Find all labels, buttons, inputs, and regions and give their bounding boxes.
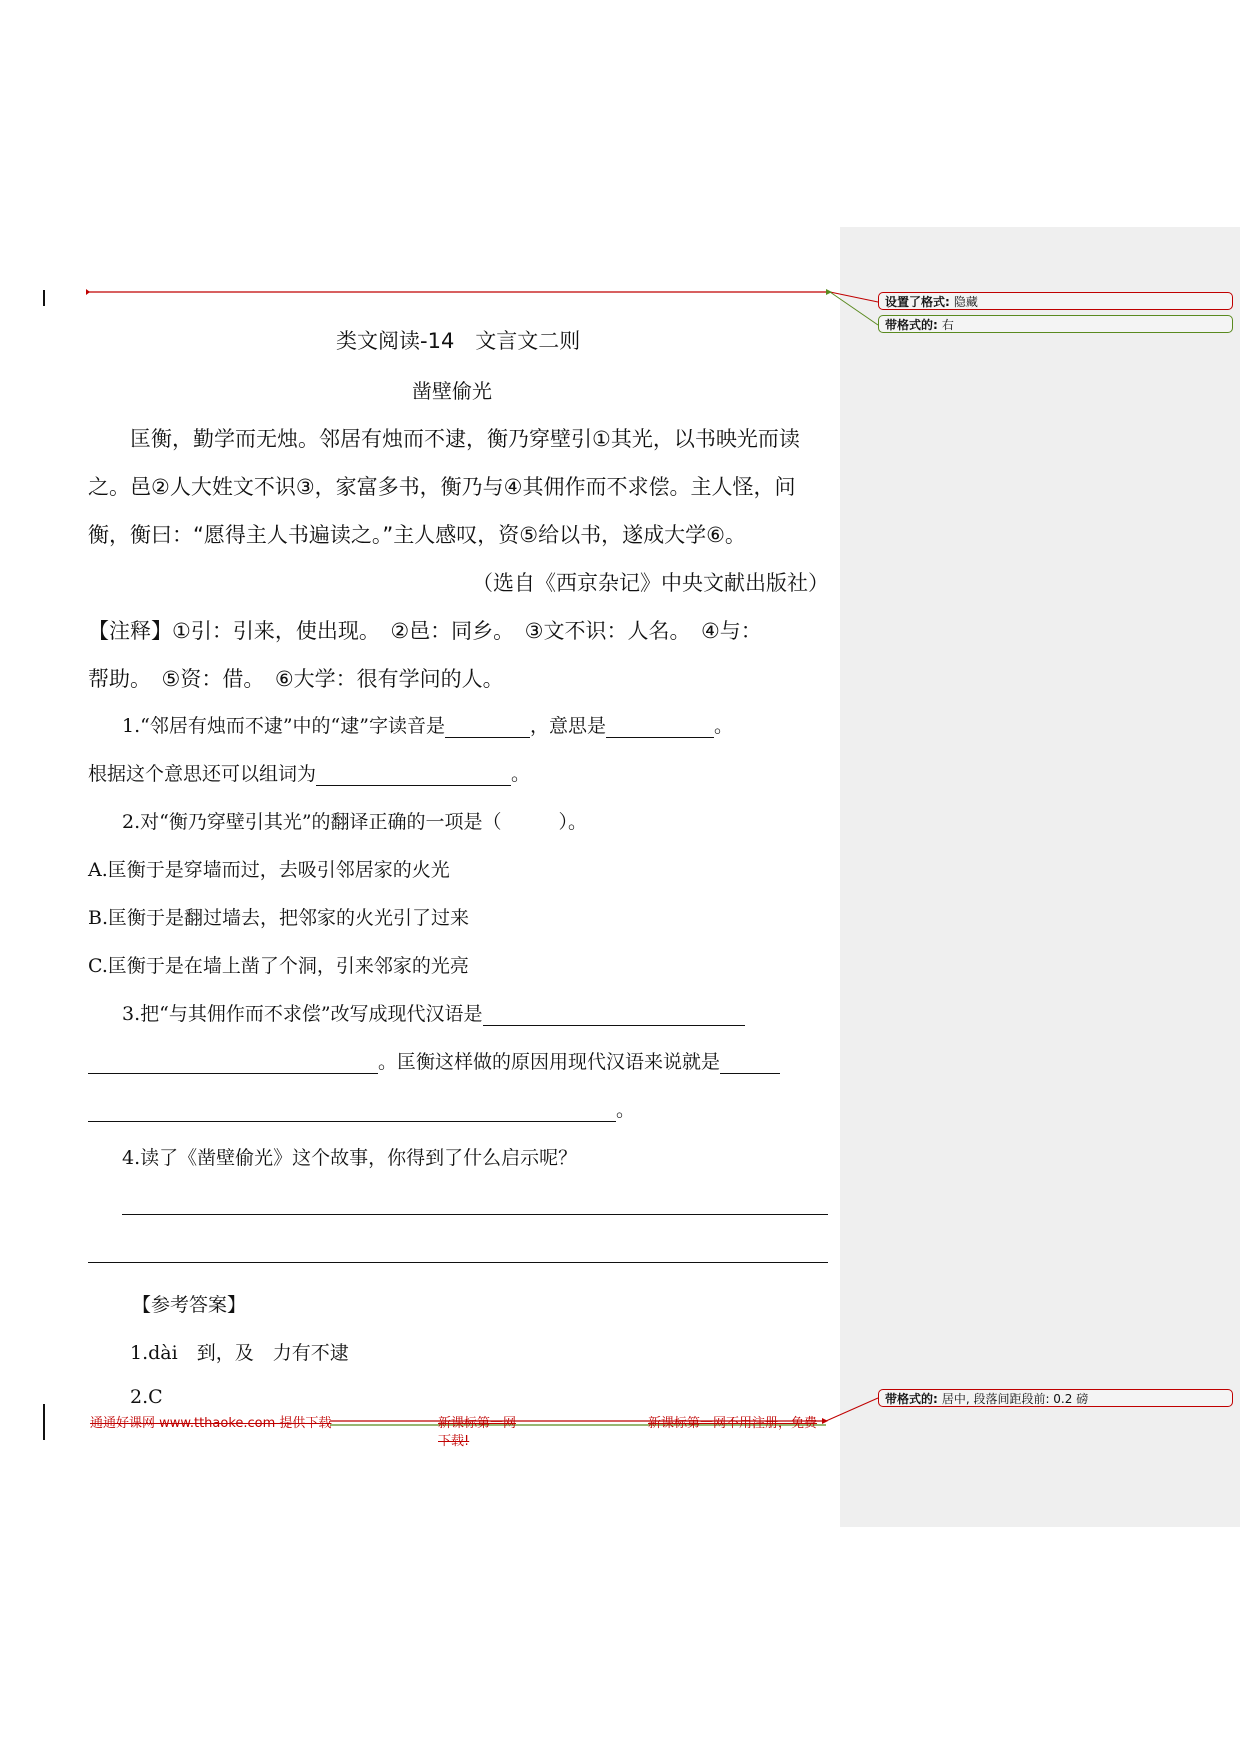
text-cursor — [43, 290, 45, 306]
passage-title: 凿壁偷光 — [412, 379, 492, 403]
option-a[interactable]: A.匡衡于是穿墙而过，去吸引邻居家的火光 — [88, 859, 450, 881]
option-c[interactable]: C.匡衡于是在墙上凿了个洞，引来邻家的光亮 — [88, 955, 469, 977]
text-cursor — [43, 1404, 45, 1440]
comment-value: 居中, 段落间距段前: 0.2 磅 — [941, 1392, 1089, 1406]
passage-line: 之。邑②人大姓文不识③，家富多书，衡乃与④其佣作而不求偿。主人怪，问 — [88, 475, 796, 499]
question-1 — [122, 711, 733, 738]
notes-line: 【注释】①引：引来，使出现。 ②邑：同乡。 ③文不识：人名。 ④与： — [88, 619, 762, 643]
question-text: 。匡衡这样做的原因用现代汉语来说就是 — [378, 1051, 721, 1073]
question-text: 。 — [511, 763, 531, 785]
comment-format-hidden[interactable] — [878, 292, 1233, 310]
passage-source: （选自《西京杂记》中央文献出版社） — [472, 571, 829, 595]
question-3-cont — [88, 1047, 780, 1074]
answer-blank[interactable] — [88, 1101, 616, 1122]
answer-blank[interactable] — [445, 717, 530, 738]
comment-format-center[interactable] — [878, 1389, 1233, 1407]
question-3-end — [88, 1095, 635, 1122]
option-b[interactable]: B.匡衡于是翻过墙去，把邻家的火光引了过来 — [88, 907, 470, 929]
answer-2: 2.C — [130, 1386, 163, 1408]
question-text: 。 — [616, 1099, 636, 1121]
answer-blank[interactable] — [483, 1005, 745, 1026]
question-text: 1.“邻居有烛而不逮”中的“逮”字读音是 — [122, 715, 445, 737]
passage-line: 衡，衡曰：“愿得主人书遍读之。”主人感叹，资⑤给以书，遂成大学⑥。 — [88, 523, 746, 547]
page-title: 类文阅读-14 文言文二则 — [336, 329, 581, 353]
comment-format-right[interactable] — [878, 315, 1233, 333]
answer-line[interactable] — [122, 1214, 828, 1215]
question-text: 。 — [714, 715, 734, 737]
answer-blank[interactable] — [606, 717, 714, 738]
passage-line: 匡衡，勤学而无烛。邻居有烛而不逮，衡乃穿壁引①其光，以书映光而读 — [130, 427, 800, 451]
answer-1: 1.dài 到，及 力有不逮 — [130, 1342, 349, 1364]
answer-line[interactable] — [88, 1262, 828, 1263]
comment-label: 带格式的: — [885, 318, 938, 332]
question-text: ，意思是 — [529, 715, 606, 737]
answer-blank[interactable] — [316, 765, 511, 786]
comment-label: 设置了格式: — [885, 295, 950, 309]
answers-heading: 【参考答案】 — [132, 1294, 247, 1316]
comment-value: 隐藏 — [953, 295, 978, 309]
footer-middle-link[interactable]: 新课标第一网 — [438, 1416, 517, 1431]
answer-blank[interactable] — [720, 1053, 780, 1074]
question-text: 3.把“与其佣作而不求偿”改写成现代汉语是 — [122, 1003, 483, 1025]
question-1-cont — [88, 759, 530, 786]
answer-blank[interactable] — [88, 1053, 378, 1074]
notes-line: 帮助。 ⑤资：借。 ⑥大学：很有学问的人。 — [88, 667, 504, 691]
comment-label: 带格式的: — [885, 1392, 938, 1406]
question-3 — [122, 999, 745, 1026]
footer-middle-link-2[interactable]: 下载! — [438, 1434, 470, 1449]
question-2: 2.对“衡乃穿壁引其光”的翻译正确的一项是（ ）。 — [122, 811, 588, 833]
footer-left-link[interactable]: 通通好课网 www.tthaoke.com 提供下载 — [90, 1416, 332, 1431]
question-4: 4.读了《凿壁偷光》这个故事，你得到了什么启示呢？ — [122, 1147, 578, 1169]
question-text: 根据这个意思还可以组词为 — [88, 763, 317, 785]
comment-value: 右 — [941, 318, 954, 332]
footer-right-link[interactable]: 新课标第一网不用注册，免费 — [648, 1416, 818, 1431]
